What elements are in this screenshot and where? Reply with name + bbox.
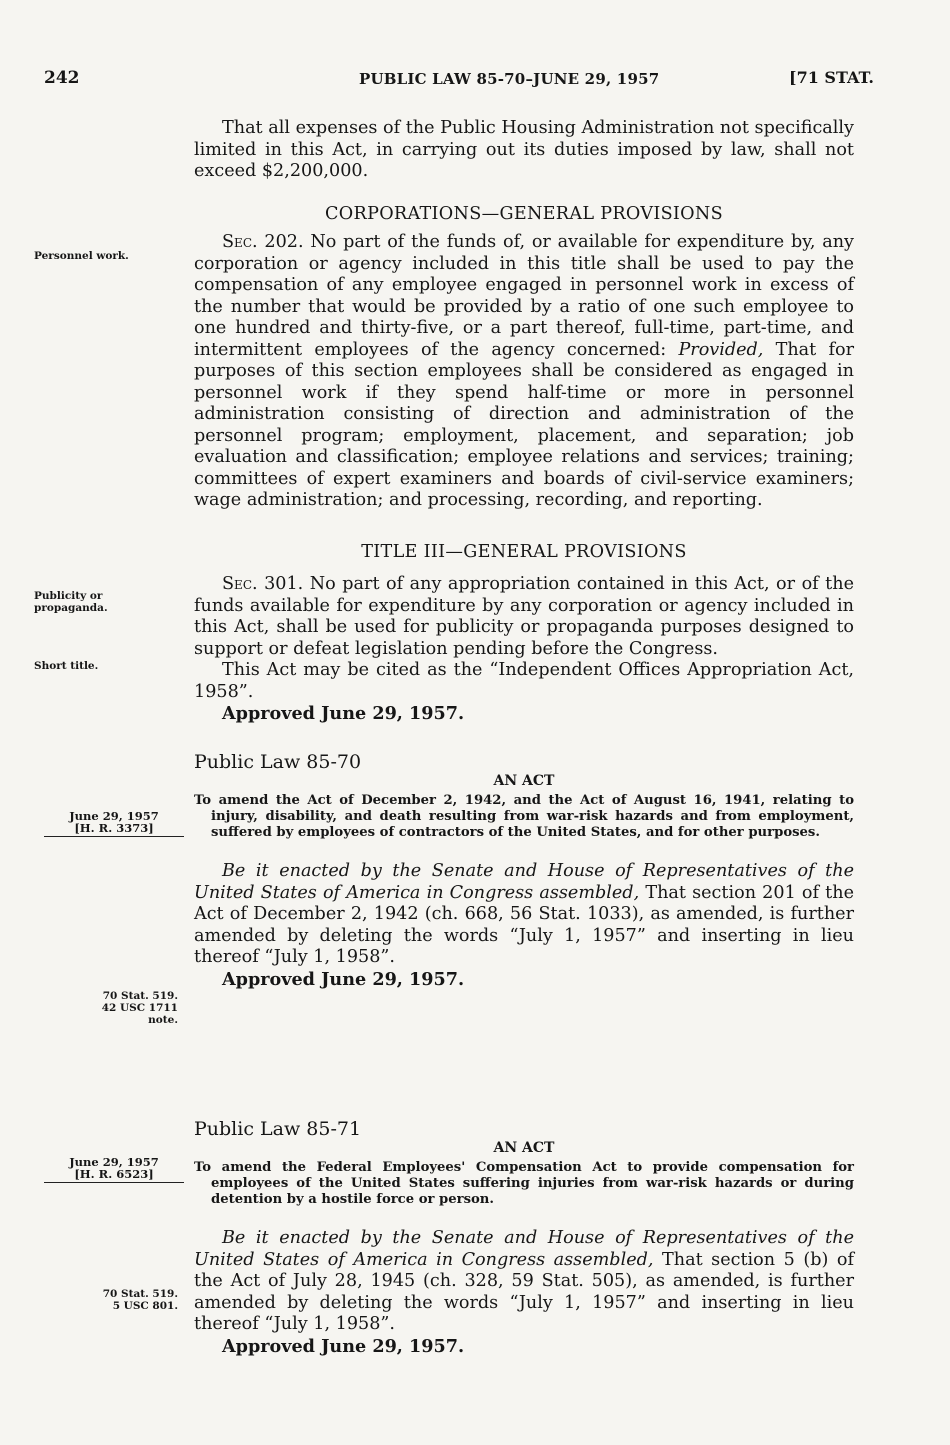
enacting-paragraph [194, 861, 854, 969]
title-iii-section [194, 542, 854, 724]
margin-rule [44, 836, 184, 837]
public-law-85-71 [194, 1118, 854, 1357]
section-heading: CORPORATIONS—GENERAL PROVISIONS [325, 204, 723, 224]
margin-cite-line: 70 Stat. 519. [102, 990, 178, 1002]
margin-note-line: propaganda. [34, 602, 108, 614]
enacting-text: That section 5 (b) of the Act of July 28, 1945 (ch. 328, 59 Stat. 505), as amended, is further amended by deleting the words “July 1, 1957” and inserting in lieu thereof “July 1, 1958”. [194, 1249, 854, 1334]
enacting-paragraph [194, 1228, 854, 1336]
margin-date: June 29, 1957 [69, 809, 159, 823]
proviso: Provided, [678, 339, 764, 360]
margin-date: June 29, 1957 [69, 1155, 159, 1169]
margin-note-bill-85-70 [44, 810, 184, 837]
margin-note-personnel: Personnel work. [34, 250, 129, 262]
margin-note-short-title: Short title. [34, 660, 99, 672]
law-title: Public Law 85-70 [194, 751, 362, 773]
law-title: Public Law 85-71 [194, 1118, 362, 1140]
section-301-paragraph [194, 574, 854, 660]
act-purpose: To amend the Act of December 2, 1942, and the Act of August 16, 1941, relating to injury, disability, and death resulting from war-risk hazards and from employment, suffered by employees of contractors of the United States, and for other purposes. [194, 793, 854, 840]
statute-reference: [71 STAT. [789, 68, 874, 87]
sec-text-a: 202. No part of the funds of, or available for expenditure by, any corporation or agency included in this title shall be used to pay the compensation of any employee engaged in personnel work in excess of the number that would be provided by a ratio of one such employee to one hundred and thirty-five, or a part thereof, full-time, part-time, and intermittent employees of the agency concerned: [194, 232, 854, 360]
margin-cite-line: note. [148, 1014, 178, 1026]
act-purpose: To amend the Federal Employees' Compensation Act to provide compensation for employees of the United States suffering injuries from war-risk hazards or during detention by a hostile force or person. [194, 1160, 854, 1207]
sec-label: Sec. [222, 232, 258, 252]
enacting-clause: Be it enacted by the Senate and House of Representatives of the United States of America in Congress assembled, [194, 861, 854, 903]
approved-line: Approved June 29, 1957. [222, 1335, 465, 1357]
running-title: PUBLIC LAW 85-70–JUNE 29, 1957 [359, 70, 660, 88]
running-header [44, 68, 874, 92]
margin-cite-line: 5 USC 801. [112, 1300, 178, 1312]
intro-paragraph: That all expenses of the Public Housing Administration not specifically limited in this Act, in carrying out its duties imposed by law, shall not exceed $2,200,000. [194, 118, 854, 181]
section-heading: TITLE III—GENERAL PROVISIONS [361, 542, 687, 562]
corporations-section [194, 204, 854, 512]
an-act-heading: AN ACT [493, 1140, 555, 1156]
page-number: 242 [44, 68, 80, 88]
margin-cite-line: 70 Stat. 519. [102, 1288, 178, 1300]
margin-note-cite-85-71 [32, 1288, 178, 1312]
enacting-clause: Be it enacted by the Senate and House of Representatives of the United States of America in Congress assembled, [194, 1228, 854, 1270]
sec-text: 301. No part of any appropriation contained in this Act, or of the funds available for expenditure by any corporation or agency included in this Act, shall be used for publicity or propaganda purposes designed to support or defeat legislation pending before the Congress. [194, 574, 854, 659]
section-202-paragraph [194, 232, 854, 512]
approved-line: Approved June 29, 1957. [222, 968, 465, 990]
margin-note-line: Publicity or [34, 590, 103, 602]
an-act-heading: AN ACT [493, 773, 555, 789]
margin-bill: [H. R. 6523] [74, 1167, 154, 1181]
margin-note-bill-85-71 [44, 1156, 184, 1183]
sec-text-b: That for purposes of this section employees shall be considered as engaged in personnel work if they spend half-time or more in personnel administration consisting of direction and administration of the personnel program; employment, placement, and separation; job evaluation and classification; employee relations and services; training; committees of expert examiners and boards of civil-service examiners; wage administration; and processing, recording, and reporting. [194, 339, 854, 510]
margin-note-publicity [34, 590, 184, 614]
approved-line: Approved June 29, 1957. [222, 703, 465, 724]
short-title-paragraph: This Act may be cited as the “Independent Offices Appropriation Act, 1958”. [194, 660, 854, 702]
margin-bill: [H. R. 3373] [74, 821, 154, 835]
margin-note-cite-85-70 [32, 990, 178, 1026]
margin-rule [44, 1182, 184, 1183]
enacting-text: That section 201 of the Act of December 2, 1942 (ch. 668, 56 Stat. 1033), as amended, is further amended by deleting the words “July 1, 1957” and inserting in lieu thereof “July 1, 1958”. [194, 882, 854, 967]
public-law-85-70 [194, 751, 854, 990]
margin-cite-line: 42 USC 1711 [101, 1002, 178, 1014]
sec-label: Sec. [222, 574, 258, 594]
intro-section [194, 118, 854, 183]
